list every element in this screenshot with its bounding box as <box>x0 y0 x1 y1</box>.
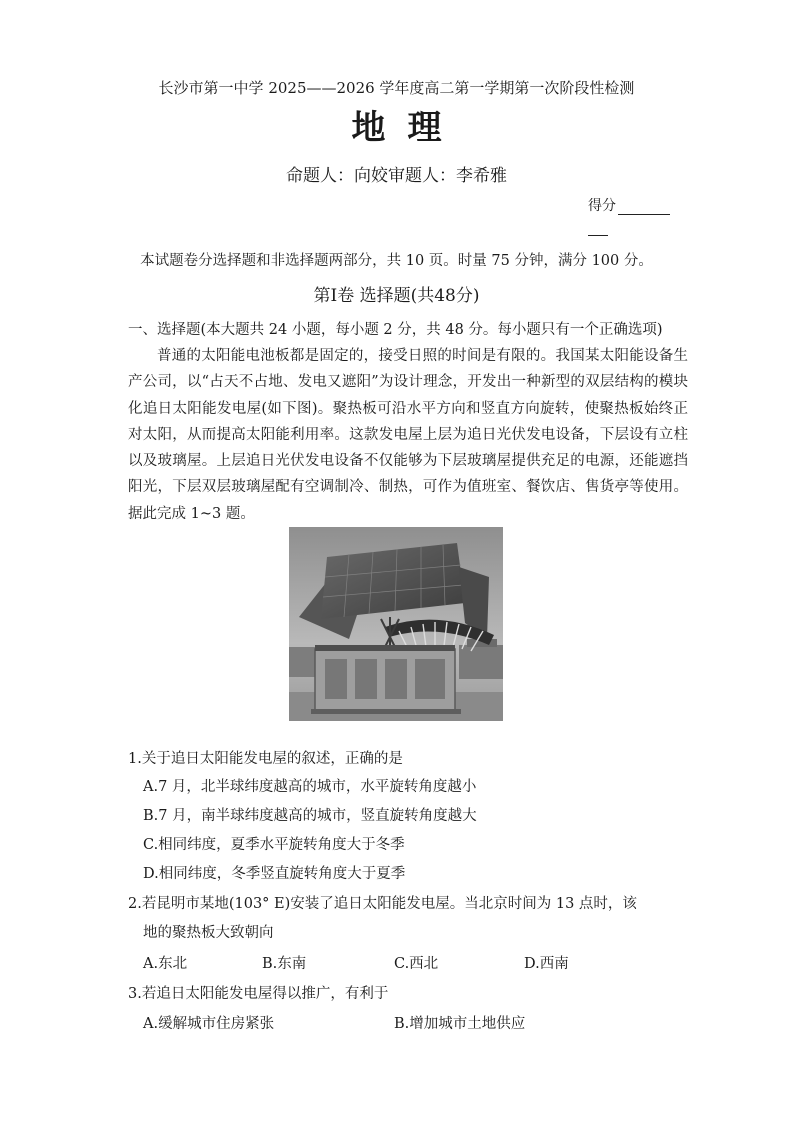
question-1-option-d[interactable]: D.相同纬度，冬季竖直旋转角度大于夏季 <box>143 866 406 882</box>
subject-title: 地理 <box>351 108 464 148</box>
score-field <box>588 195 670 215</box>
exam-intro: 本试题卷分选择题和非选择题两部分，共 10 页。时量 75 分钟，满分 100 分。 <box>140 253 653 269</box>
question-2-option-c[interactable]: C.西北 <box>394 956 439 972</box>
score-blank-continuation <box>588 235 608 236</box>
question-3-option-b[interactable]: B.增加城市土地供应 <box>394 1016 526 1032</box>
question-3-option-a[interactable]: A.缓解城市住房紧张 <box>143 1016 275 1032</box>
solar-house-photo <box>289 527 503 721</box>
reading-passage: 普通的太阳能电池板都是固定的，接受日照的时间是有限的。我国某太阳能设备生产公司，以“占天不占地、发电又遮阳”为设计理念，开发出一种新型的双层结构的模块化追日太阳能发电屋(如下图)。聚热板可沿水平方向和竖直方向旋转，使聚热板始终正对太阳，从而提高太阳能利用率。这款发电屋上层为追日光伏发电设备，下层设有立柱以及玻璃屋。上层追日光伏发电设备不仅能够为下层玻璃屋提供充足的电源，还能遮挡阳光，下层双层玻璃屋配有空调制冷、制热，可作为值班室、餐饮店、售货亭等使用。据此完成 1~3 题。 <box>128 348 688 522</box>
question-2-option-d[interactable]: D.西南 <box>524 956 569 972</box>
question-2-option-b[interactable]: B.东南 <box>262 956 307 972</box>
question-2-stem-line-2: 地的聚热板大致朝向 <box>143 925 274 941</box>
author-line: 命题人：向姣审题人：李希雅 <box>286 166 507 186</box>
section-title: 第Ⅰ卷 选择题(共48分) <box>313 286 480 306</box>
question-1-option-a[interactable]: A.7 月，北半球纬度越高的城市，水平旋转角度越小 <box>143 779 477 795</box>
question-2-option-a[interactable]: A.东北 <box>143 956 188 972</box>
question-1-option-b[interactable]: B.7 月，南半球纬度越高的城市，竖直旋转角度越大 <box>143 808 477 824</box>
score-label: 得分 <box>588 198 616 214</box>
question-2-stem-line-1: 2.若昆明市某地(103° E)安装了追日太阳能发电屋。当北京时间为 13 点时，该 <box>128 896 637 912</box>
part-instruction: 一、选择题(本大题共 24 小题，每小题 2 分，共 48 分。每小题只有一个正确选项) <box>128 322 663 338</box>
exam-header: 长沙市第一中学 2025——2026 学年度高二第一学期第一次阶段性检测 <box>158 79 635 97</box>
question-1-stem: 1.关于追日太阳能发电屋的叙述，正确的是 <box>128 751 403 767</box>
score-blank <box>618 200 670 215</box>
question-1-option-c[interactable]: C.相同纬度，夏季水平旋转角度大于冬季 <box>143 837 405 853</box>
question-3-stem: 3.若追日太阳能发电屋得以推广，有利于 <box>128 986 389 1002</box>
